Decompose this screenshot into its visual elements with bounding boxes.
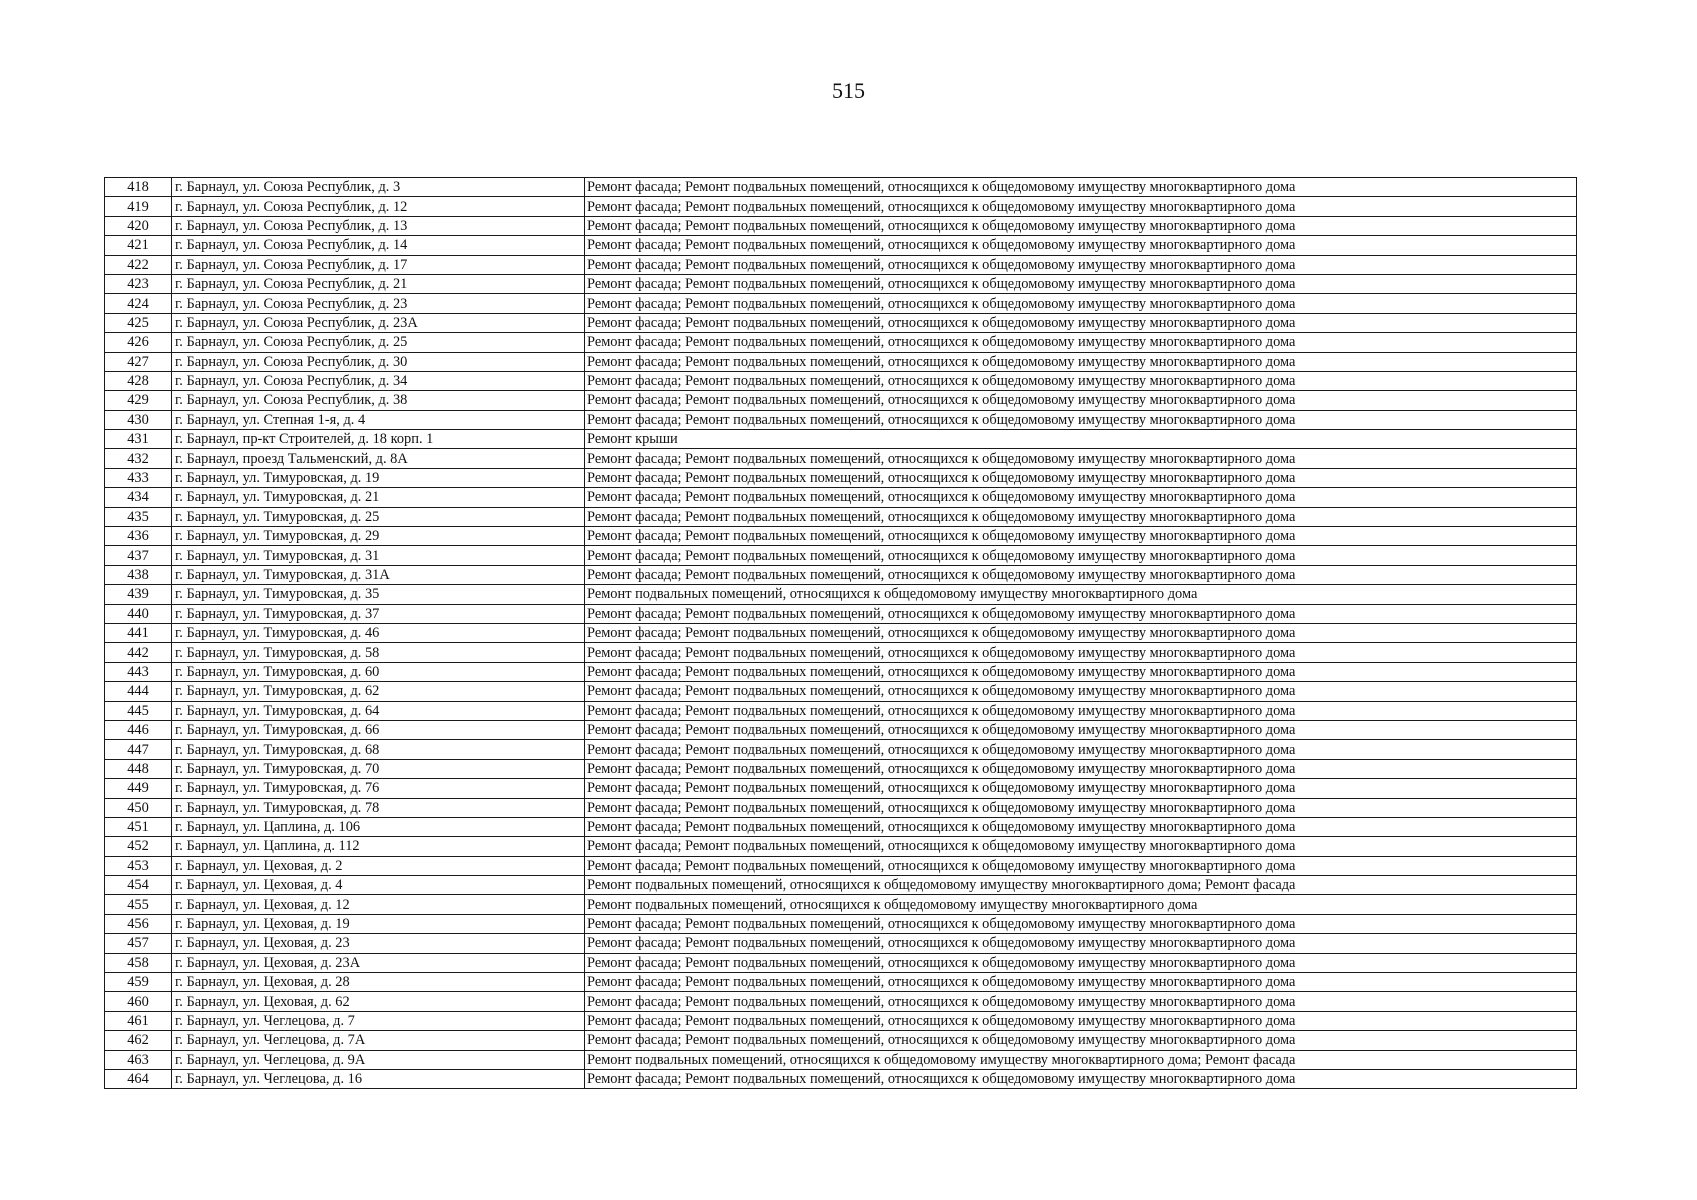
row-work-type: Ремонт фасада; Ремонт подвальных помещений, относящихся к общедомовому имуществу многоквартирного дома <box>585 740 1577 759</box>
table-row <box>105 876 1577 895</box>
row-work-type: Ремонт фасада; Ремонт подвальных помещений, относящихся к общедомовому имуществу многоквартирного дома <box>585 410 1577 429</box>
row-work-type: Ремонт фасада; Ремонт подвальных помещений, относящихся к общедомовому имуществу многоквартирного дома <box>585 682 1577 701</box>
row-address: г. Барнаул, ул. Чеглецова, д. 7А <box>172 1031 585 1050</box>
row-address: г. Барнаул, ул. Тимуровская, д. 29 <box>172 527 585 546</box>
row-number: 430 <box>105 410 172 429</box>
row-address: г. Барнаул, ул. Цаплина, д. 112 <box>172 837 585 856</box>
row-number: 464 <box>105 1069 172 1088</box>
row-work-type: Ремонт фасада; Ремонт подвальных помещений, относящихся к общедомовому имуществу многоквартирного дома <box>585 352 1577 371</box>
row-address: г. Барнаул, ул. Цеховая, д. 4 <box>172 876 585 895</box>
row-number: 429 <box>105 391 172 410</box>
table-row <box>105 236 1577 255</box>
row-address: г. Барнаул, ул. Тимуровская, д. 31А <box>172 565 585 584</box>
row-address: г. Барнаул, ул. Тимуровская, д. 62 <box>172 682 585 701</box>
row-number: 462 <box>105 1031 172 1050</box>
table-row <box>105 720 1577 739</box>
row-work-type: Ремонт фасада; Ремонт подвальных помещений, относящихся к общедомовому имуществу многоквартирного дома <box>585 953 1577 972</box>
table-row <box>105 255 1577 274</box>
row-work-type: Ремонт фасада; Ремонт подвальных помещений, относящихся к общедомовому имуществу многоквартирного дома <box>585 527 1577 546</box>
row-address: г. Барнаул, ул. Цеховая, д. 2 <box>172 856 585 875</box>
table-row <box>105 546 1577 565</box>
row-work-type: Ремонт фасада; Ремонт подвальных помещений, относящихся к общедомовому имуществу многоквартирного дома <box>585 507 1577 526</box>
row-address: г. Барнаул, ул. Союза Республик, д. 12 <box>172 197 585 216</box>
row-number: 426 <box>105 333 172 352</box>
row-number: 433 <box>105 468 172 487</box>
row-work-type: Ремонт фасада; Ремонт подвальных помещений, относящихся к общедомовому имуществу многоквартирного дома <box>585 294 1577 313</box>
row-work-type: Ремонт фасада; Ремонт подвальных помещений, относящихся к общедомовому имуществу многоквартирного дома <box>585 856 1577 875</box>
row-number: 456 <box>105 914 172 933</box>
row-address: г. Барнаул, ул. Союза Республик, д. 3 <box>172 178 585 197</box>
table-row <box>105 391 1577 410</box>
row-work-type: Ремонт фасада; Ремонт подвальных помещений, относящихся к общедомовому имуществу многоквартирного дома <box>585 565 1577 584</box>
row-work-type: Ремонт фасада; Ремонт подвальных помещений, относящихся к общедомовому имуществу многоквартирного дома <box>585 333 1577 352</box>
table-row <box>105 565 1577 584</box>
table-row <box>105 837 1577 856</box>
table-row <box>105 953 1577 972</box>
row-number: 435 <box>105 507 172 526</box>
row-number: 431 <box>105 430 172 449</box>
table-row <box>105 895 1577 914</box>
row-work-type: Ремонт фасада; Ремонт подвальных помещений, относящихся к общедомовому имуществу многоквартирного дома <box>585 973 1577 992</box>
row-address: г. Барнаул, ул. Союза Республик, д. 14 <box>172 236 585 255</box>
row-number: 438 <box>105 565 172 584</box>
row-number: 451 <box>105 817 172 836</box>
table-row <box>105 992 1577 1011</box>
row-number: 458 <box>105 953 172 972</box>
row-address: г. Барнаул, ул. Тимуровская, д. 58 <box>172 643 585 662</box>
row-address: г. Барнаул, ул. Цеховая, д. 62 <box>172 992 585 1011</box>
row-work-type: Ремонт фасада; Ремонт подвальных помещений, относящихся к общедомовому имуществу многоквартирного дома <box>585 662 1577 681</box>
row-address: г. Барнаул, ул. Тимуровская, д. 68 <box>172 740 585 759</box>
row-number: 418 <box>105 178 172 197</box>
table-row <box>105 216 1577 235</box>
row-address: г. Барнаул, ул. Тимуровская, д. 46 <box>172 623 585 642</box>
table-row <box>105 333 1577 352</box>
table-row <box>105 468 1577 487</box>
row-work-type: Ремонт фасада; Ремонт подвальных помещений, относящихся к общедомовому имуществу многоквартирного дома <box>585 701 1577 720</box>
row-work-type: Ремонт фасада; Ремонт подвальных помещений, относящихся к общедомовому имуществу многоквартирного дома <box>585 623 1577 642</box>
row-number: 439 <box>105 585 172 604</box>
row-address: г. Барнаул, ул. Союза Республик, д. 17 <box>172 255 585 274</box>
row-number: 422 <box>105 255 172 274</box>
row-work-type: Ремонт фасада; Ремонт подвальных помещений, относящихся к общедомовому имуществу многоквартирного дома <box>585 759 1577 778</box>
row-number: 437 <box>105 546 172 565</box>
table-row <box>105 662 1577 681</box>
row-address: г. Барнаул, ул. Чеглецова, д. 16 <box>172 1069 585 1088</box>
table-row <box>105 1031 1577 1050</box>
row-number: 428 <box>105 371 172 390</box>
row-number: 432 <box>105 449 172 468</box>
table-row <box>105 934 1577 953</box>
row-work-type: Ремонт подвальных помещений, относящихся к общедомовому имуществу многоквартирного дома <box>585 585 1577 604</box>
row-number: 441 <box>105 623 172 642</box>
row-work-type: Ремонт фасада; Ремонт подвальных помещений, относящихся к общедомовому имуществу многоквартирного дома <box>585 546 1577 565</box>
table-row <box>105 197 1577 216</box>
row-address: г. Барнаул, ул. Тимуровская, д. 60 <box>172 662 585 681</box>
row-work-type: Ремонт фасада; Ремонт подвальных помещений, относящихся к общедомовому имуществу многоквартирного дома <box>585 197 1577 216</box>
table-row <box>105 294 1577 313</box>
table-row <box>105 856 1577 875</box>
row-address: г. Барнаул, ул. Тимуровская, д. 21 <box>172 488 585 507</box>
row-work-type: Ремонт фасада; Ремонт подвальных помещений, относящихся к общедомовому имуществу многоквартирного дома <box>585 236 1577 255</box>
row-number: 443 <box>105 662 172 681</box>
table-row <box>105 449 1577 468</box>
table-row <box>105 623 1577 642</box>
row-work-type: Ремонт фасада; Ремонт подвальных помещений, относящихся к общедомовому имуществу многоквартирного дома <box>585 914 1577 933</box>
row-address: г. Барнаул, ул. Тимуровская, д. 76 <box>172 779 585 798</box>
row-work-type: Ремонт фасада; Ремонт подвальных помещений, относящихся к общедомовому имуществу многоквартирного дома <box>585 643 1577 662</box>
row-address: г. Барнаул, ул. Тимуровская, д. 70 <box>172 759 585 778</box>
row-number: 427 <box>105 352 172 371</box>
row-work-type: Ремонт фасада; Ремонт подвальных помещений, относящихся к общедомовому имуществу многоквартирного дома <box>585 391 1577 410</box>
row-work-type: Ремонт фасада; Ремонт подвальных помещений, относящихся к общедомовому имуществу многоквартирного дома <box>585 720 1577 739</box>
row-address: г. Барнаул, проезд Тальменский, д. 8А <box>172 449 585 468</box>
row-number: 459 <box>105 973 172 992</box>
row-work-type: Ремонт фасада; Ремонт подвальных помещений, относящихся к общедомовому имуществу многоквартирного дома <box>585 992 1577 1011</box>
table-row <box>105 527 1577 546</box>
table-row <box>105 604 1577 623</box>
row-address: г. Барнаул, ул. Чеглецова, д. 7 <box>172 1011 585 1030</box>
row-address: г. Барнаул, ул. Цеховая, д. 23 <box>172 934 585 953</box>
table-row <box>105 740 1577 759</box>
row-number: 449 <box>105 779 172 798</box>
row-number: 421 <box>105 236 172 255</box>
row-address: г. Барнаул, ул. Цеховая, д. 19 <box>172 914 585 933</box>
row-address: г. Барнаул, ул. Степная 1-я, д. 4 <box>172 410 585 429</box>
page-number: 515 <box>832 78 865 103</box>
row-number: 460 <box>105 992 172 1011</box>
row-work-type: Ремонт фасада; Ремонт подвальных помещений, относящихся к общедомовому имуществу многоквартирного дома <box>585 255 1577 274</box>
row-number: 440 <box>105 604 172 623</box>
row-work-type: Ремонт фасада; Ремонт подвальных помещений, относящихся к общедомовому имуществу многоквартирного дома <box>585 1069 1577 1088</box>
row-work-type: Ремонт фасада; Ремонт подвальных помещений, относящихся к общедомовому имуществу многоквартирного дома <box>585 274 1577 293</box>
row-work-type: Ремонт фасада; Ремонт подвальных помещений, относящихся к общедомовому имуществу многоквартирного дома <box>585 1011 1577 1030</box>
row-address: г. Барнаул, ул. Цеховая, д. 28 <box>172 973 585 992</box>
row-number: 424 <box>105 294 172 313</box>
row-address: г. Барнаул, ул. Союза Республик, д. 21 <box>172 274 585 293</box>
row-work-type: Ремонт фасада; Ремонт подвальных помещений, относящихся к общедомовому имуществу многоквартирного дома <box>585 604 1577 623</box>
table-row <box>105 371 1577 390</box>
table-row <box>105 1011 1577 1030</box>
table-row <box>105 682 1577 701</box>
table-row <box>105 973 1577 992</box>
row-address: г. Барнаул, ул. Тимуровская, д. 64 <box>172 701 585 720</box>
table-row <box>105 507 1577 526</box>
row-work-type: Ремонт фасада; Ремонт подвальных помещений, относящихся к общедомовому имуществу многоквартирного дома <box>585 468 1577 487</box>
row-number: 455 <box>105 895 172 914</box>
row-number: 448 <box>105 759 172 778</box>
row-work-type: Ремонт фасада; Ремонт подвальных помещений, относящихся к общедомовому имуществу многоквартирного дома <box>585 216 1577 235</box>
row-address: г. Барнаул, ул. Тимуровская, д. 37 <box>172 604 585 623</box>
row-address: г. Барнаул, ул. Тимуровская, д. 35 <box>172 585 585 604</box>
row-work-type: Ремонт фасада; Ремонт подвальных помещений, относящихся к общедомовому имуществу многоквартирного дома <box>585 934 1577 953</box>
row-address: г. Барнаул, ул. Цеховая, д. 23А <box>172 953 585 972</box>
row-address: г. Барнаул, ул. Союза Республик, д. 34 <box>172 371 585 390</box>
row-work-type: Ремонт подвальных помещений, относящихся к общедомовому имуществу многоквартирного дома; Ремонт фасада <box>585 1050 1577 1069</box>
table-row <box>105 1050 1577 1069</box>
row-work-type: Ремонт крыши <box>585 430 1577 449</box>
table-row <box>105 643 1577 662</box>
row-address: г. Барнаул, ул. Тимуровская, д. 31 <box>172 546 585 565</box>
table-row <box>105 488 1577 507</box>
row-number: 461 <box>105 1011 172 1030</box>
row-address: г. Барнаул, ул. Союза Республик, д. 30 <box>172 352 585 371</box>
row-address: г. Барнаул, ул. Тимуровская, д. 66 <box>172 720 585 739</box>
row-number: 445 <box>105 701 172 720</box>
table-row <box>105 178 1577 197</box>
table-row <box>105 759 1577 778</box>
row-work-type: Ремонт фасада; Ремонт подвальных помещений, относящихся к общедомовому имуществу многоквартирного дома <box>585 313 1577 332</box>
table-row <box>105 817 1577 836</box>
table-row <box>105 585 1577 604</box>
row-address: г. Барнаул, ул. Тимуровская, д. 25 <box>172 507 585 526</box>
row-address: г. Барнаул, ул. Тимуровская, д. 19 <box>172 468 585 487</box>
table-row <box>105 274 1577 293</box>
row-number: 447 <box>105 740 172 759</box>
row-work-type: Ремонт фасада; Ремонт подвальных помещений, относящихся к общедомовому имуществу многоквартирного дома <box>585 837 1577 856</box>
table-row <box>105 352 1577 371</box>
row-work-type: Ремонт фасада; Ремонт подвальных помещений, относящихся к общедомовому имуществу многоквартирного дома <box>585 798 1577 817</box>
row-number: 463 <box>105 1050 172 1069</box>
row-work-type: Ремонт фасада; Ремонт подвальных помещений, относящихся к общедомовому имуществу многоквартирного дома <box>585 488 1577 507</box>
row-address: г. Барнаул, ул. Союза Республик, д. 23 <box>172 294 585 313</box>
table-row <box>105 1069 1577 1088</box>
row-address: г. Барнаул, ул. Союза Республик, д. 38 <box>172 391 585 410</box>
row-number: 436 <box>105 527 172 546</box>
row-address: г. Барнаул, ул. Тимуровская, д. 78 <box>172 798 585 817</box>
row-work-type: Ремонт фасада; Ремонт подвальных помещений, относящихся к общедомовому имуществу многоквартирного дома <box>585 817 1577 836</box>
repair-table-body <box>105 178 1577 1089</box>
row-address: г. Барнаул, ул. Цеховая, д. 12 <box>172 895 585 914</box>
row-number: 420 <box>105 216 172 235</box>
table-row <box>105 313 1577 332</box>
row-number: 423 <box>105 274 172 293</box>
row-number: 419 <box>105 197 172 216</box>
row-number: 454 <box>105 876 172 895</box>
table-row <box>105 798 1577 817</box>
row-address: г. Барнаул, ул. Союза Республик, д. 25 <box>172 333 585 352</box>
row-address: г. Барнаул, ул. Цаплина, д. 106 <box>172 817 585 836</box>
row-work-type: Ремонт фасада; Ремонт подвальных помещений, относящихся к общедомовому имуществу многоквартирного дома <box>585 449 1577 468</box>
table-row <box>105 410 1577 429</box>
row-address: г. Барнаул, ул. Чеглецова, д. 9А <box>172 1050 585 1069</box>
table-row <box>105 430 1577 449</box>
row-work-type: Ремонт подвальных помещений, относящихся к общедомовому имуществу многоквартирного дома <box>585 895 1577 914</box>
table-row <box>105 914 1577 933</box>
row-work-type: Ремонт фасада; Ремонт подвальных помещений, относящихся к общедомовому имуществу многоквартирного дома <box>585 1031 1577 1050</box>
table-row <box>105 701 1577 720</box>
row-number: 446 <box>105 720 172 739</box>
row-work-type: Ремонт фасада; Ремонт подвальных помещений, относящихся к общедомовому имуществу многоквартирного дома <box>585 178 1577 197</box>
row-number: 450 <box>105 798 172 817</box>
row-number: 425 <box>105 313 172 332</box>
row-number: 442 <box>105 643 172 662</box>
row-number: 453 <box>105 856 172 875</box>
table-row <box>105 779 1577 798</box>
row-work-type: Ремонт фасада; Ремонт подвальных помещений, относящихся к общедомовому имуществу многоквартирного дома <box>585 371 1577 390</box>
row-work-type: Ремонт фасада; Ремонт подвальных помещений, относящихся к общедомовому имуществу многоквартирного дома <box>585 779 1577 798</box>
row-number: 452 <box>105 837 172 856</box>
row-address: г. Барнаул, пр-кт Строителей, д. 18 корп. 1 <box>172 430 585 449</box>
row-work-type: Ремонт подвальных помещений, относящихся к общедомовому имуществу многоквартирного дома; Ремонт фасада <box>585 876 1577 895</box>
row-number: 457 <box>105 934 172 953</box>
row-address: г. Барнаул, ул. Союза Республик, д. 23А <box>172 313 585 332</box>
row-number: 444 <box>105 682 172 701</box>
row-address: г. Барнаул, ул. Союза Республик, д. 13 <box>172 216 585 235</box>
row-number: 434 <box>105 488 172 507</box>
repair-table <box>104 177 1577 1089</box>
